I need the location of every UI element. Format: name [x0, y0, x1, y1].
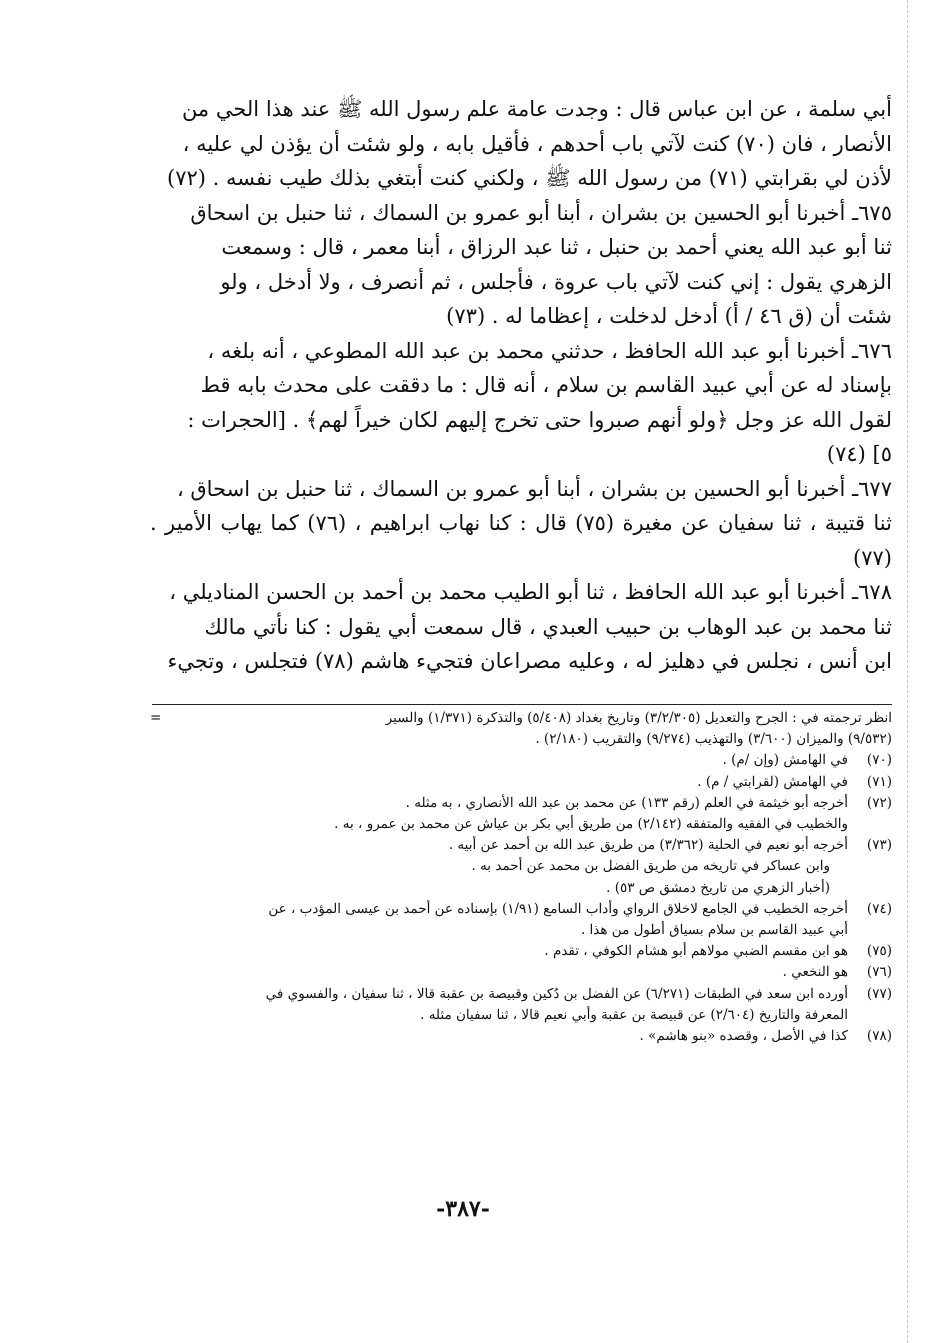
- main-line: لقول الله عز وجل ﴿ولو أنهم صبروا حتى تخرج إليهم لكان خيراً لهم﴾ . [الحجرات :: [187, 407, 892, 432]
- footnote-number: (٧٥): [866, 943, 892, 960]
- footnote-item: [150, 772, 892, 793]
- footnote-number: (٧٣): [866, 837, 892, 854]
- footnote-item: [150, 941, 892, 962]
- main-line: ٦٧٦ـ أخبرنا أبو عبد الله الحافظ ، حدثني محمد بن عبد الله المطوعي ، أنه بلغه ،: [207, 338, 892, 363]
- main-line: ثنا محمد بن عبد الوهاب بن حبيب العبدي ، قال سمعت أبي يقول : كنا نأتي مالك: [204, 614, 892, 639]
- main-line: ابن أنس ، نجلس في دهليز له ، وعليه مصراعان فتجيء هاشم (٧٨) فتجلس ، وتجيء: [167, 649, 892, 673]
- main-line: الزهري يقول : إني كنت لآتي باب عروة ، فأجلس ، ثم أنصرف ، ولا أدخل ، ولو: [220, 269, 892, 294]
- main-text: [150, 92, 892, 679]
- footnote-line: (أخبار الزهري من تاريخ دمشق ص ٥٣) .: [606, 879, 830, 896]
- footnote-line: في الهامش (وإن /م) .: [722, 752, 848, 769]
- footnote-line: أبي عبيد القاسم بن سلام بسياق أطول من هذا .: [580, 922, 848, 939]
- footnote-line: (٩/٥٣٢) والميزان (٣/٦٠٠) والتهذيب (٩/٢٧٤) والتقريب (٢/١٨٠) .: [535, 731, 892, 748]
- main-line: ثنا قتيبة ، ثنا سفيان عن مغيرة (٧٥) قال : كنا نهاب ابراهيم ، (٧٦) كما يهاب الأمير . (٧٧): [150, 511, 892, 570]
- footnote-line: وابن عساكر في تاريخه من طريق الفضل بن محمد عن أحمد به .: [471, 858, 830, 875]
- footnote-item: [150, 835, 892, 856]
- footnote-line: كذا في الأصل ، وقصده «بنو هاشم» .: [639, 1028, 848, 1045]
- footnote-number: (٧٧): [866, 985, 892, 1002]
- footnote-line: أخرجه أبو نعيم في الحلية (٣/٣٦٢) من طريق عبد الله بن أحمد عن أبيه .: [448, 837, 848, 854]
- main-line: لأذن لي بقرابتي (٧١) من رسول الله ﷺ ، ولكني كنت أبتغي بذلك طيب نفسه . (٧٢): [167, 166, 892, 190]
- footnote-number: (٧٨): [866, 1028, 892, 1045]
- main-line: ٦٧٧ـ أخبرنا أبو الحسين بن بشران ، أبنا أبو عمرو بن السماك ، ثنا حنبل بن اسحاق ،: [176, 476, 892, 501]
- continuation-mark: =: [150, 710, 162, 726]
- footnote-line: هو ابن مقسم الضبي مولاهم أبو هشام الكوفي ، تقدم .: [544, 943, 848, 960]
- footnote-continuation-text: [194, 708, 892, 750]
- main-line: ٦٧٥ـ أخبرنا أبو الحسين بن بشران ، أبنا أبو عمرو بن السماك ، ثنا حنبل بن اسحاق: [190, 200, 892, 225]
- main-line: ٥] (٧٤): [826, 442, 892, 466]
- footnote-item: [150, 962, 892, 983]
- footnote-line: أخرجه أبو خيثمة في العلم (رقم ١٣٣) عن محمد بن عبد الله الأنصاري ، به مثله .: [405, 794, 848, 811]
- footnote-line: والخطيب في الفقيه والمتفقه (٢/١٤٢) من طريق أبي بكر بن عياش عن محمد بن عمرو ، به .: [334, 816, 848, 833]
- footnote-continuation: [150, 708, 892, 750]
- footnote-line: هو النخعي .: [782, 964, 848, 981]
- footnote-divider: [152, 704, 892, 705]
- page-number: -٣٨٧-: [436, 1196, 490, 1222]
- footnote-item: [150, 984, 892, 1005]
- footnote-item: [150, 750, 892, 771]
- footnote-number: (٧١): [866, 773, 892, 790]
- footnote-item: [150, 899, 892, 920]
- footnote-line: في الهامش (لقرابتي / م) .: [697, 773, 848, 790]
- footnotes: [150, 708, 892, 1047]
- main-line: أبي سلمة ، عن ابن عباس قال : وجدت عامة علم رسول الله ﷺ عند هذا الحي من: [181, 97, 892, 121]
- footnote-line: أورده ابن سعد في الطبقات (٦/٢٧١) عن الفضل بن دُكين وقبيصة بن عقبة قالا ، ثنا سفيان ، والفسوي في: [265, 985, 848, 1002]
- footnote-number: (٧٢): [866, 794, 892, 811]
- main-line: شئت أن (ق ٤٦ / أ) أدخل لدخلت ، إعظاما له . (٧٣): [446, 304, 892, 328]
- footnote-line: أخرجه الخطيب في الجامع لاخلاق الرواي وأداب السامع (١/٩١) بإسناده عن أحمد بن عيسى المؤدب ، عن: [268, 900, 848, 917]
- footnote-line: انظر ترجمته في : الجرح والتعديل (٣/٢/٣٠٥) وتاريخ بغداد (٥/٤٠٨) والتذكرة (١/٣٧١) والسير: [385, 710, 892, 726]
- main-line: الأنصار ، فان (٧٠) كنت لآتي باب أحدهم ، فأقيل بابه ، ولو شئت أن يؤذن لي عليه ،: [182, 131, 892, 156]
- footnote-number: (٧٠): [866, 752, 892, 769]
- main-line: ٦٧٨ـ أخبرنا أبو عبد الله الحافظ ، ثنا أبو الطيب محمد بن أحمد بن الحسن المناديلي ،: [169, 580, 892, 604]
- footnote-number: (٧٦): [866, 964, 892, 981]
- page-edge-line: [907, 0, 908, 1343]
- footnote-item: [150, 1026, 892, 1047]
- footnote-line: المعرفة والتاريخ (٢/٦٠٤) عن قبيصة بن عقبة وأبي نعيم قالا ، ثنا سفيان مثله .: [420, 1006, 848, 1023]
- main-line: ثنا أبو عبد الله يعني أحمد بن حنبل ، ثنا عبد الرزاق ، أبنا معمر ، قال : وسمعت: [221, 235, 892, 259]
- footnote-item: [150, 793, 892, 814]
- footnote-number: (٧٤): [866, 900, 892, 917]
- main-line: بإسناد له عن أبي عبيد القاسم بن سلام ، أنه قال : ما دققت على محدث بابه قط: [200, 373, 892, 397]
